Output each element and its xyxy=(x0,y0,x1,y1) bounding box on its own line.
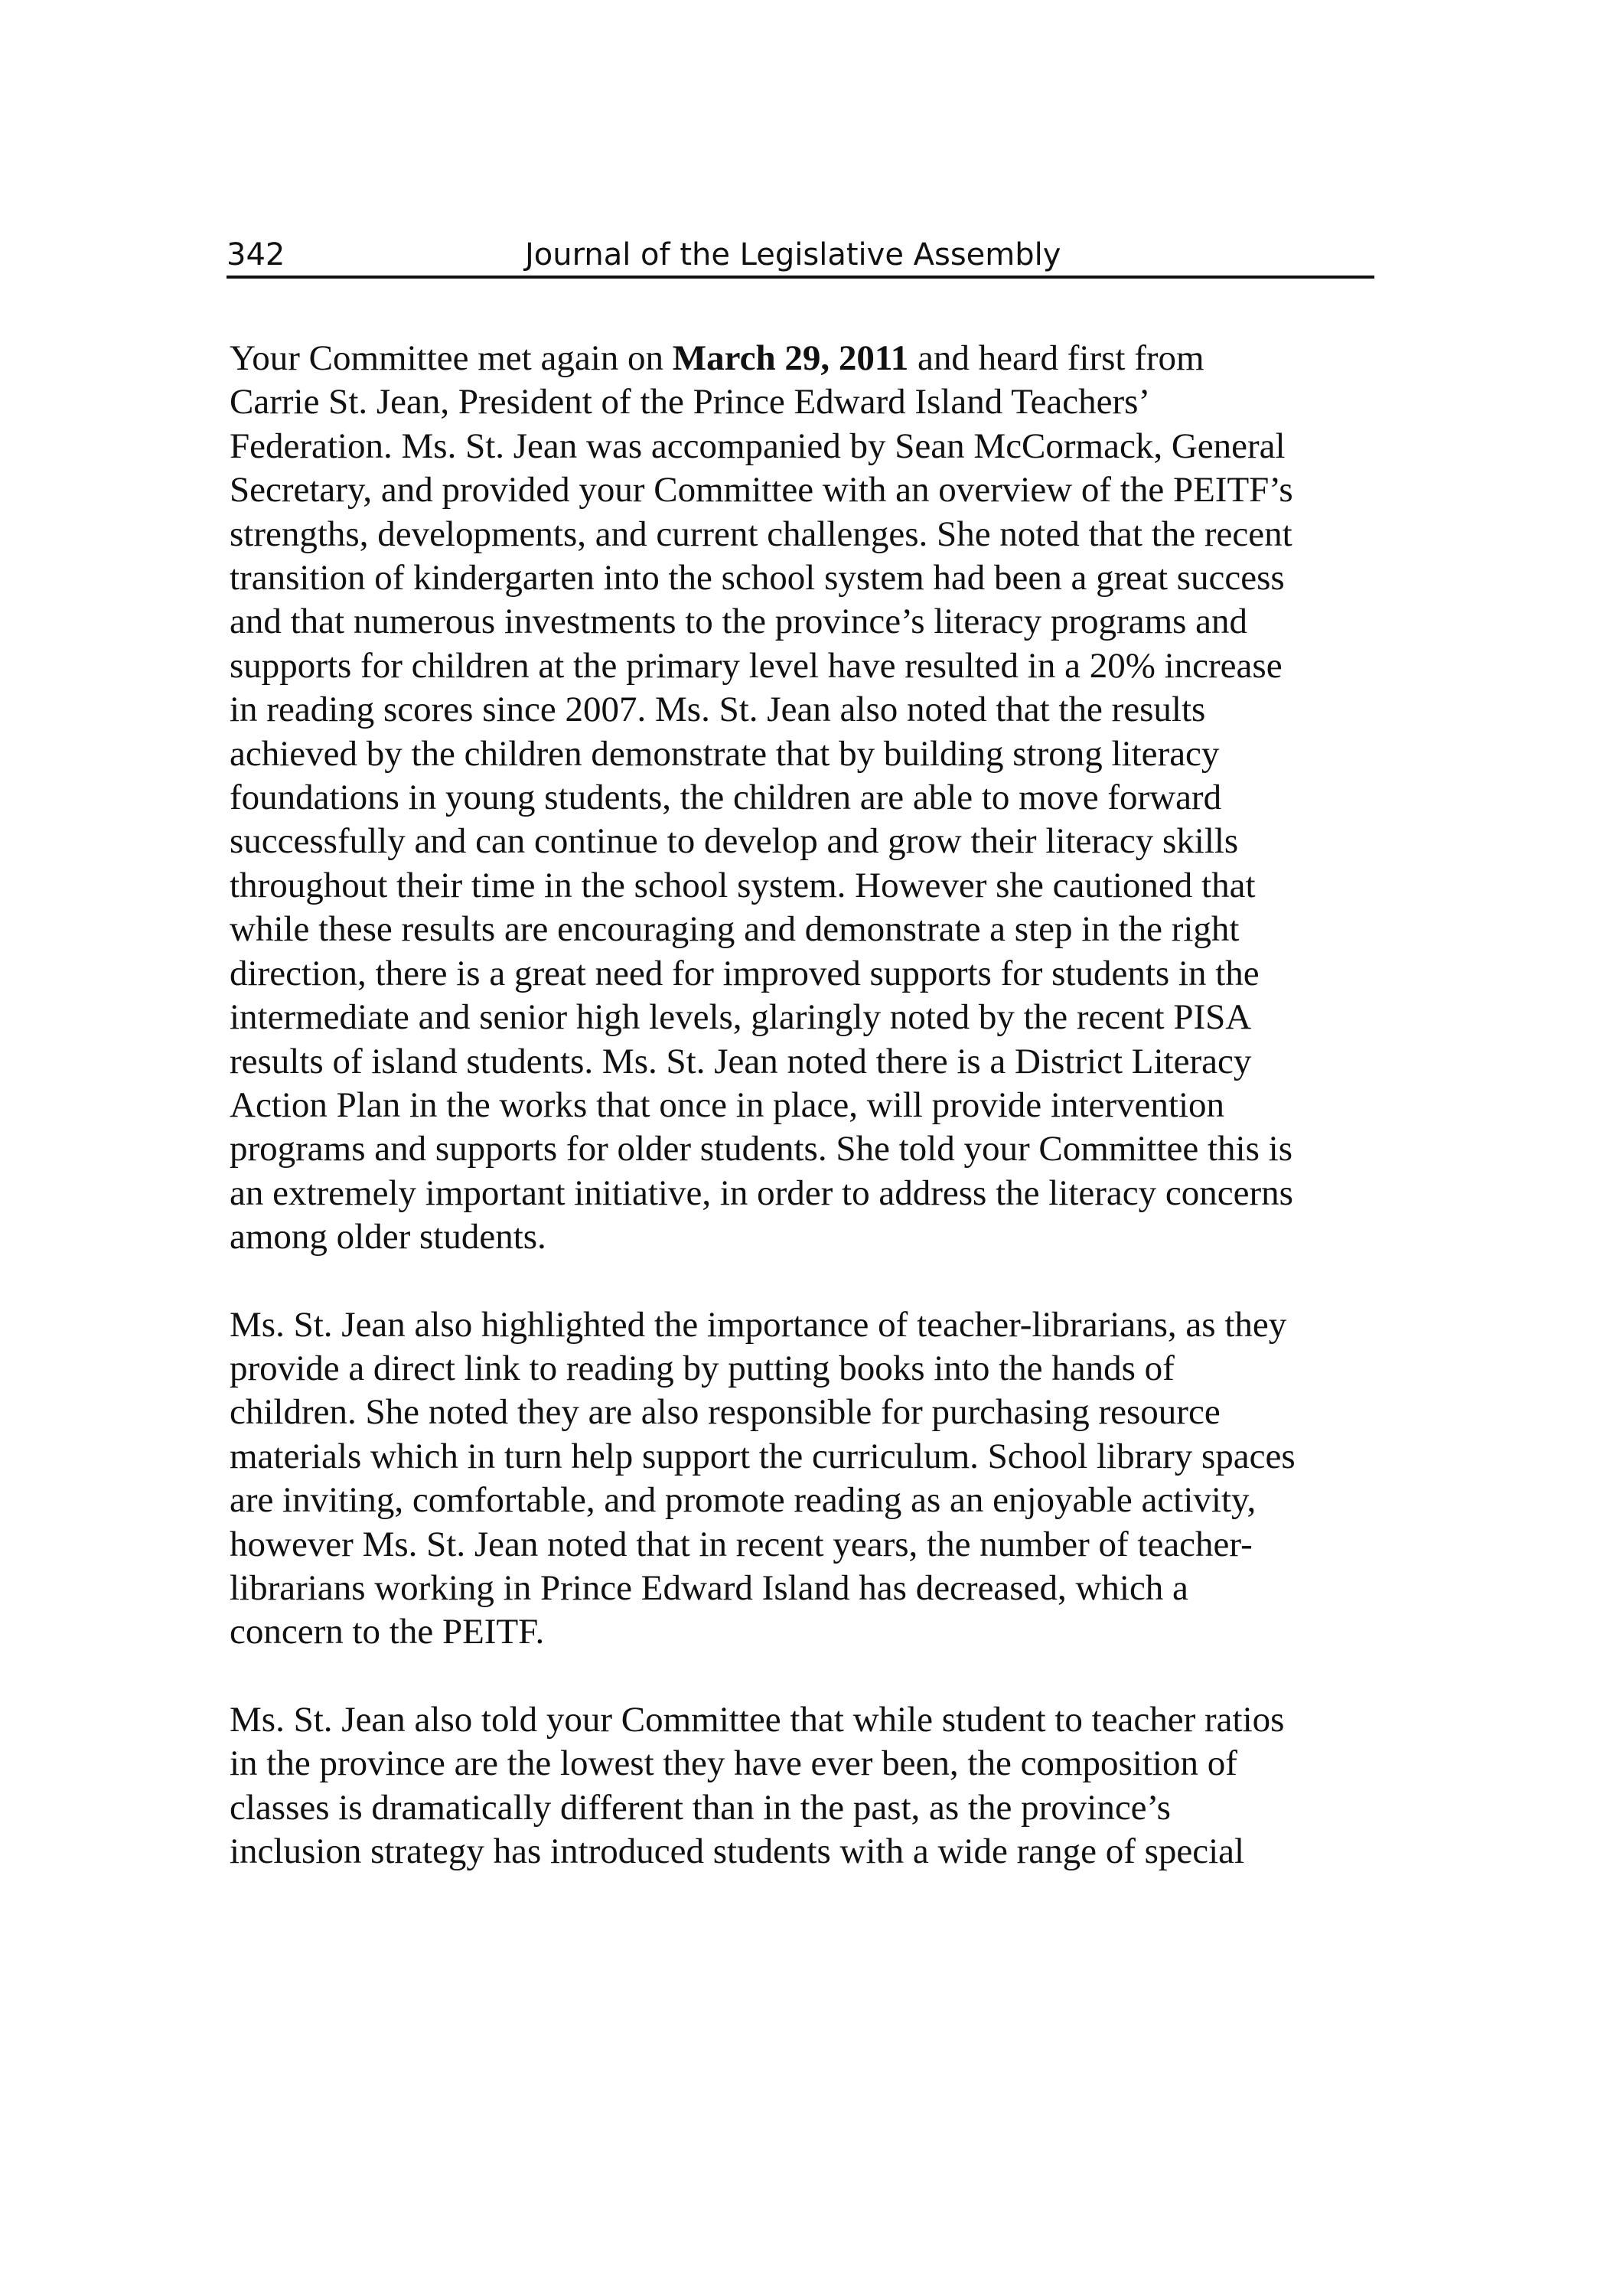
text-line: concern to the PEITF. xyxy=(230,1612,545,1652)
text-line: materials which in turn help support the curriculum. School library spaces xyxy=(230,1436,1296,1476)
paragraph-2 xyxy=(230,1303,1377,1655)
running-head: Journal of the Legislative Assembly xyxy=(525,237,1061,272)
meeting-date: March 29, 2011 xyxy=(672,338,909,378)
text-line: successfully and can continue to develop and grow their literacy skills xyxy=(230,821,1239,862)
text-line: throughout their time in the school system. However she cautioned that xyxy=(230,865,1256,905)
text-line: inclusion strategy has introduced students with a wide range of special xyxy=(230,1831,1245,1871)
text-line: an extremely important initiative, in order to address the literacy concerns xyxy=(230,1172,1293,1213)
text-line: while these results are encouraging and demonstrate a step in the right xyxy=(230,909,1240,950)
line-text: Your Committee met again on xyxy=(230,338,673,378)
body-text xyxy=(230,337,1377,1917)
line-text: and heard first from xyxy=(908,338,1204,378)
text-line: classes is dramatically different than in the past, as the province’s xyxy=(230,1787,1171,1828)
text-line: in the province are the lowest they have ever been, the composition of xyxy=(230,1743,1237,1784)
text-line: Ms. St. Jean also told your Committee that while student to teacher ratios xyxy=(230,1699,1285,1740)
text-line: Federation. Ms. St. Jean was accompanied by Sean McCormack, General xyxy=(230,426,1286,466)
text-line xyxy=(230,337,1377,380)
text-line: results of island students. Ms. St. Jean noted there is a District Literacy xyxy=(230,1041,1252,1081)
paragraph-1 xyxy=(230,337,1377,1260)
text-line: children. She noted they are also responsible for purchasing resource xyxy=(230,1392,1221,1433)
text-line: direction, there is a great need for improved supports for students in the xyxy=(230,953,1260,993)
text-line: and that numerous investments to the province’s literacy programs and xyxy=(230,602,1248,642)
text-line: Ms. St. Jean also highlighted the importance of teacher-librarians, as they xyxy=(230,1304,1287,1345)
text-line: supports for children at the primary level have resulted in a 20% increase xyxy=(230,645,1283,686)
text-line: achieved by the children demonstrate that by building strong literacy xyxy=(230,733,1220,774)
text-line: foundations in young students, the children are able to move forward xyxy=(230,778,1222,818)
text-line: programs and supports for older students. She told your Committee this is xyxy=(230,1129,1292,1169)
text-line: are inviting, comfortable, and promote reading as an enjoyable activity, xyxy=(230,1480,1257,1521)
text-line: Carrie St. Jean, President of the Prince Edward Island Teachers’ xyxy=(230,382,1151,422)
text-line: in reading scores since 2007. Ms. St. Jean also noted that the results xyxy=(230,690,1206,730)
text-line: among older students. xyxy=(230,1217,546,1257)
text-line: Action Plan in the works that once in place, will provide intervention xyxy=(230,1084,1225,1125)
text-line: strengths, developments, and current challenges. She noted that the recent xyxy=(230,514,1292,554)
text-line: provide a direct link to reading by putting books into the hands of xyxy=(230,1348,1175,1388)
text-line: librarians working in Prince Edward Island has decreased, which a xyxy=(230,1567,1188,1608)
text-line: however Ms. St. Jean noted that in recent years, the number of teacher- xyxy=(230,1524,1253,1564)
paragraph-3 xyxy=(230,1698,1377,1874)
text-line: intermediate and senior high levels, glaringly noted by the recent PISA xyxy=(230,997,1252,1038)
text-line: Secretary, and provided your Committee with an overview of the PEITF’s xyxy=(230,470,1293,510)
page-number: 342 xyxy=(227,237,285,272)
text-line: transition of kindergarten into the school system had been a great success xyxy=(230,558,1285,598)
page-header xyxy=(227,231,1374,279)
